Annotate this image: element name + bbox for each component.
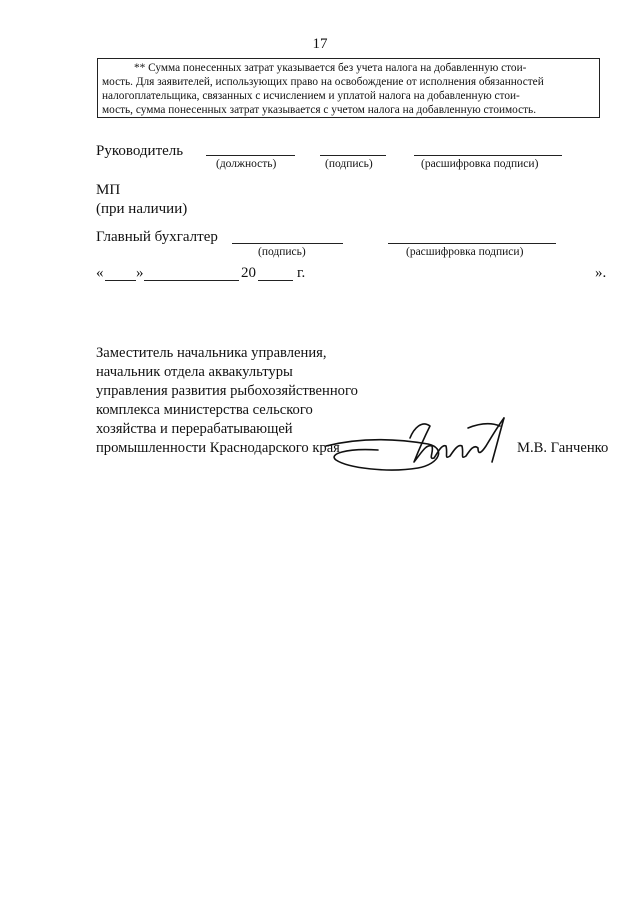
position-line (206, 155, 295, 156)
footnote-line-4: мость, сумма понесенных затрат указывается с учетом налога на добавленную стоимость. (102, 104, 537, 116)
chief-accountant-label: Главный бухгалтер (96, 229, 218, 245)
date-year-prefix: 20 (241, 265, 256, 281)
official-name: М.В. Ганченко (517, 440, 609, 456)
decoding-caption: (расшифровка подписи) (421, 158, 539, 170)
date-year-line (258, 280, 293, 281)
chief-signature-line (232, 243, 343, 244)
footnote-line-3: налогоплательщика, связанных с исчислением и уплатой налога на добавленную стои- (102, 90, 520, 102)
signature-line (320, 155, 386, 156)
chief-decoding-caption: (расшифровка подписи) (406, 246, 524, 258)
date-line-end: ». (595, 265, 607, 281)
official-title-line: хозяйства и перерабатывающей (96, 421, 293, 437)
footnote-line-2: мость. Для заявителей, использующих право на освобождение от исполнения обязанностей (102, 76, 544, 88)
page-number: 17 (312, 36, 328, 52)
footnote-box (97, 58, 600, 118)
head-label: Руководитель (96, 143, 184, 159)
date-year-suffix: г. (297, 265, 306, 281)
official-title-line: комплекса министерства сельского (96, 402, 313, 418)
footnote-line-1: ** Сумма понесенных затрат указывается без учета налога на добавленную стои- (134, 62, 527, 74)
official-title-line: промышленности Краснодарского края (96, 440, 340, 456)
stamp-note: (при наличии) (96, 201, 188, 217)
official-title-line: Заместитель начальника управления, (96, 345, 327, 361)
chief-decoding-line (388, 243, 556, 244)
decoding-line (414, 155, 562, 156)
stamp-label: МП (96, 182, 121, 198)
official-title-line: начальник отдела аквакультуры (96, 364, 293, 380)
signature-caption: (подпись) (325, 158, 373, 170)
date-open-quote: « (96, 265, 104, 281)
chief-signature-caption: (подпись) (258, 246, 306, 258)
handwritten-signature (318, 408, 518, 478)
date-month-line (144, 280, 239, 281)
position-caption: (должность) (216, 158, 277, 170)
official-title-line: управления развития рыбохозяйственного (96, 383, 358, 399)
date-day-line (105, 280, 136, 281)
date-close-quote: » (136, 265, 144, 281)
